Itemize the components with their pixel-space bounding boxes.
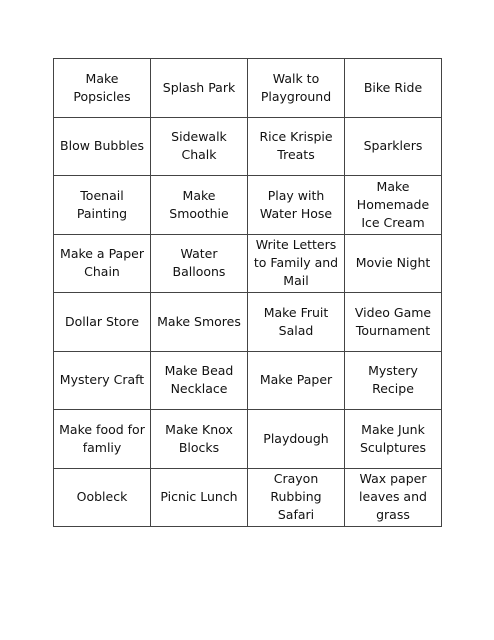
activity-card: Make Popsicles <box>54 59 151 118</box>
activity-card: Play with Water Hose <box>248 176 345 235</box>
activity-card: Water Balloons <box>151 234 248 293</box>
activity-card: Make Bead Necklace <box>151 351 248 410</box>
activity-card: Movie Night <box>345 234 442 293</box>
activity-card: Playdough <box>248 410 345 469</box>
activity-card: Write Letters to Family and Mail <box>248 234 345 293</box>
activity-card: Toenail Painting <box>54 176 151 235</box>
activity-card: Make Fruit Salad <box>248 293 345 352</box>
grid-row <box>54 410 442 469</box>
grid-row <box>54 468 442 527</box>
activity-card: Oobleck <box>54 468 151 527</box>
activity-card: Bike Ride <box>345 59 442 118</box>
activity-card: Wax paper leaves and grass <box>345 468 442 527</box>
activity-card: Crayon Rubbing Safari <box>248 468 345 527</box>
activity-card: Make Homemade Ice Cream <box>345 176 442 235</box>
activity-card: Make food for famliy <box>54 410 151 469</box>
activity-card: Make Smoothie <box>151 176 248 235</box>
grid-row <box>54 117 442 176</box>
activity-card: Make Paper <box>248 351 345 410</box>
activity-card: Rice Krispie Treats <box>248 117 345 176</box>
activity-card: Make Smores <box>151 293 248 352</box>
activity-card: Make Knox Blocks <box>151 410 248 469</box>
activity-card: Picnic Lunch <box>151 468 248 527</box>
grid-row <box>54 234 442 293</box>
activity-card: Make a Paper Chain <box>54 234 151 293</box>
activity-card-grid <box>53 58 442 527</box>
grid-row <box>54 176 442 235</box>
activity-card: Dollar Store <box>54 293 151 352</box>
activity-card: Mystery Recipe <box>345 351 442 410</box>
activity-card: Mystery Craft <box>54 351 151 410</box>
activity-card: Walk to Playground <box>248 59 345 118</box>
activity-card: Video Game Tournament <box>345 293 442 352</box>
activity-card: Sparklers <box>345 117 442 176</box>
activity-card: Splash Park <box>151 59 248 118</box>
grid-row <box>54 293 442 352</box>
grid-row <box>54 351 442 410</box>
activity-card: Make Junk Sculptures <box>345 410 442 469</box>
activity-card: Blow Bubbles <box>54 117 151 176</box>
grid-row <box>54 59 442 118</box>
activity-card: Sidewalk Chalk <box>151 117 248 176</box>
